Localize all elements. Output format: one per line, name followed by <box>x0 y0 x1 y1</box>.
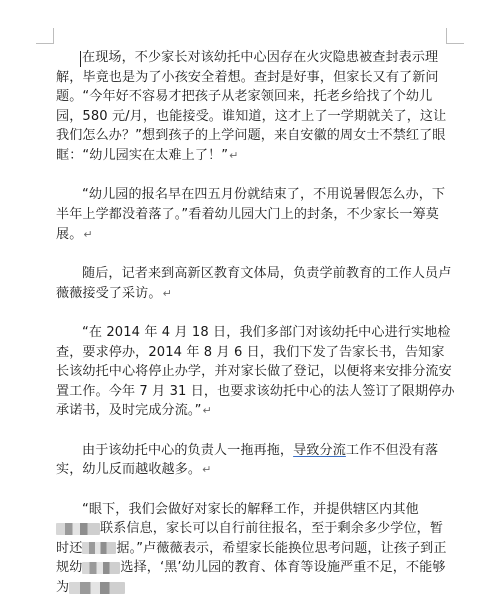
paragraph-text: “眼下，我们会做好对家长的解释工作，并提供辖区内其他 <box>82 501 419 517</box>
paragraph-text: 在现场，不少家长对该幼托中心因存在火灾隐患被查封表示理解，毕竟也是为了小孩安全着想。查封是好事，但家长又有了新问题。“今年好不容易才把孩子从老家领回来，托老乡给找了个幼儿园，580 元/月，也能接受。谁知道，这才上了一学期就关了，这让我们怎么办？”想到孩子的上学问题，来自安徽的周女士不禁红了眼眶：“幼儿园实在太难上了！” <box>56 50 447 163</box>
redacted-text <box>56 523 100 535</box>
paragraph-1 <box>56 48 456 166</box>
paragraph-mark-icon: ↵ <box>83 227 93 241</box>
paragraph-text: “在 2014 年 4 月 18 日，我们多部门对该幼托中心进行实地检查，要求停办，2014 年 8 月 6 日，我们下发了告家长书，告知家长该幼托中心将停止办学，并对家长做了登记，以便将来安排分流安置工作。今年 7 月 31 日，也要求该幼托中心的法人签订了限期停办承诺书，及时完成分流。” <box>56 324 455 419</box>
paragraph-mark-icon: ↵ <box>202 463 212 477</box>
redacted-text <box>69 582 125 594</box>
paragraph-text: 据。”卢薇薇表示，希望家长能换位思考问题，让孩子到正规幼 <box>56 540 447 576</box>
redacted-text <box>82 542 116 554</box>
paragraph-4 <box>56 323 456 421</box>
paragraph-text: 工作不但没有落实，幼儿反而越收越多。 <box>56 442 439 478</box>
corner-mark-top-left-h <box>36 43 54 44</box>
paragraph-text: 选择，‘黑’幼儿园的教育、体育等设施严重不足，不能够为 <box>56 560 446 596</box>
redacted-text <box>82 562 120 574</box>
paragraph-mark-icon: ↵ <box>202 404 212 418</box>
paragraph-3 <box>56 264 456 303</box>
paragraph-text: 联系信息，家长可以自行前往报名，至于剩余多少学位，暂时还 <box>56 521 444 556</box>
paragraph-mark-icon: ↵ <box>162 286 172 300</box>
paragraph-mark-icon: ↵ <box>229 148 239 162</box>
paragraph-5 <box>56 441 456 480</box>
paragraph-text: 随后，记者来到高新区教育文体局，负责学前教育的工作人员卢薇薇接受了采访。 <box>56 265 452 301</box>
corner-mark-top-left-v <box>53 28 54 44</box>
corner-mark-top-right-h <box>446 43 464 44</box>
document-body[interactable] <box>56 48 456 598</box>
corner-mark-top-right-v <box>446 28 447 44</box>
paragraph-text: 由于该幼托中心的负责人一拖再拖， <box>82 442 294 458</box>
paragraph-2 <box>56 185 456 244</box>
paragraph-6 <box>56 500 456 598</box>
underlined-phrase: 导致分流 <box>293 442 346 458</box>
paragraph-text: “幼儿园的报名早在四五月份就结束了，不用说暑假怎么办，下半年上学都没着落了。”看着幼儿园大门上的封条，不少家长一筹莫展。 <box>56 187 446 242</box>
